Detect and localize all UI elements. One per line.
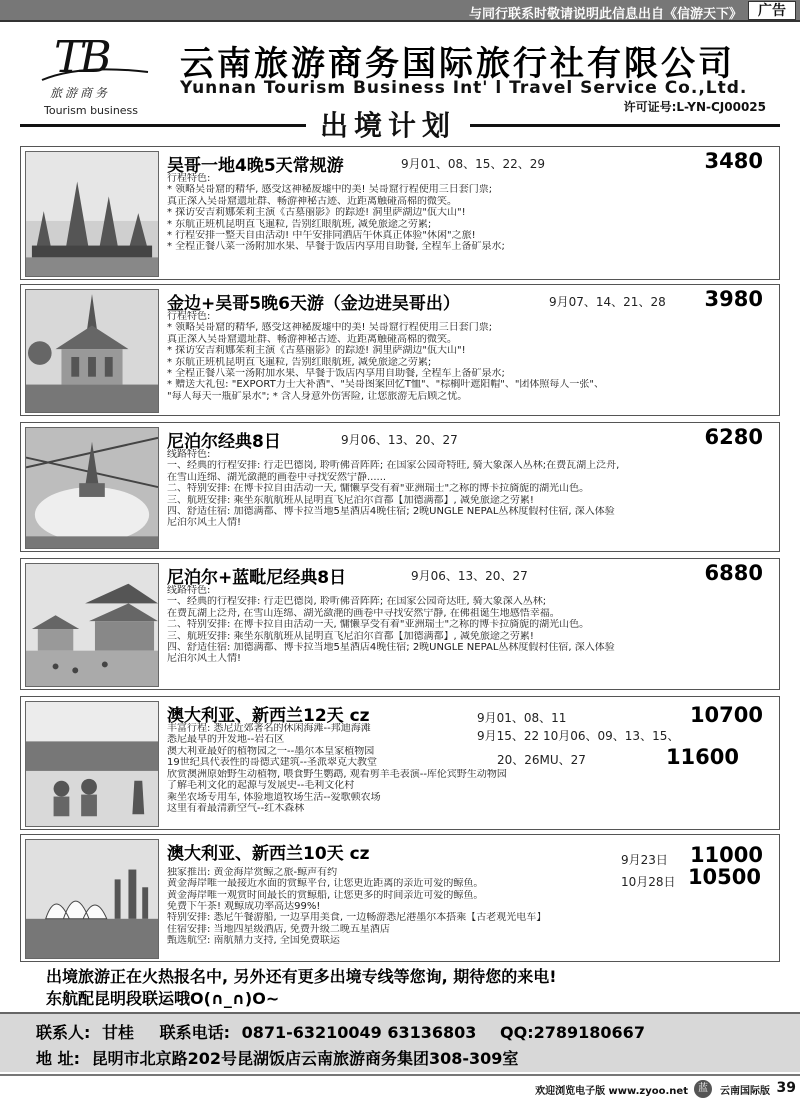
company-name-cn: 云南旅游商务国际旅行社有限公司 bbox=[180, 44, 735, 84]
detail-line: * 东航正班机昆明直飞暹粒, 告别红眼航班, 减免旅途之劳累; bbox=[167, 356, 432, 368]
detail-line: 独家推出: 黄金海岸赏鲸之旅-鲸声有约 bbox=[167, 867, 338, 878]
tour-dates: 9月06、13、20、27 bbox=[341, 433, 458, 447]
page-number: 39 bbox=[776, 1080, 796, 1096]
tour-price: 6280 bbox=[704, 425, 763, 449]
tour-name: 尼泊尔+蓝毗尼经典8日 bbox=[167, 568, 347, 588]
detail-line: 真正深入吴哥窟遗址群、畅游神秘古迹、近距离触碰高棉的微笑。 bbox=[167, 195, 457, 207]
detail-line: 丰富行程: 悉尼近郊著名的休闲海滩--邦迪海滩 bbox=[167, 723, 371, 734]
detail-line: 住宿安排: 当地四星级酒店, 免费升级二晚五星酒店 bbox=[167, 923, 390, 935]
detail-line: 行程特色: bbox=[167, 311, 211, 322]
tour-card bbox=[20, 558, 780, 690]
stupa-photo bbox=[25, 427, 159, 549]
detail-line: 甄选航空: 南航鼎力支持, 全国免费联运 bbox=[167, 935, 340, 947]
tour-name: 尼泊尔经典8日 bbox=[167, 432, 281, 452]
tour-price: 11600 bbox=[665, 745, 739, 769]
company-logo bbox=[36, 32, 156, 122]
tour-dates: 9月07、14、21、28 bbox=[549, 295, 666, 309]
tour-dates: 9月15、22 10月06、09、13、15、 bbox=[477, 729, 680, 743]
contact-row bbox=[36, 1020, 645, 1043]
tour-card bbox=[20, 834, 780, 962]
detail-line: 乘坐农场专用车, 体验地道牧场生活--爱歌顿农场 bbox=[167, 791, 381, 803]
tour-dates: 20、26MU、27 bbox=[497, 753, 586, 767]
tour-name: 澳大利亚、新西兰10天 cz bbox=[167, 844, 370, 864]
logo-en: Tourism business bbox=[44, 104, 139, 117]
address-row bbox=[36, 1046, 518, 1069]
tour-card bbox=[20, 696, 780, 830]
tour-name: 吴哥一地4晚5天常规游 bbox=[167, 156, 344, 176]
license-number: 许可证号:L-YN-CJ00025 bbox=[623, 100, 766, 114]
detail-line: 黄金海岸唯一最接近水面的赏鲸平台, 让您更近距离的亲近可爱的鲸鱼。 bbox=[167, 878, 484, 890]
logo-swoosh-icon bbox=[40, 62, 150, 86]
top-bar bbox=[0, 0, 800, 22]
detail-line: 尼泊尔风土人情! bbox=[167, 653, 242, 665]
address: 昆明市北京路202号昆湖饭店云南旅游商务集团308-309室 bbox=[91, 1049, 519, 1068]
angkor-photo bbox=[25, 151, 159, 277]
promo-line: 东航配昆明段联运哦O(∩_∩)O~ bbox=[46, 989, 280, 1008]
logo-letters: TB bbox=[54, 32, 108, 83]
address-label: 地 址: bbox=[36, 1049, 80, 1068]
detail-line: * 东航正班机昆明直飞暹粒, 告别红眼航班, 减免旅途之劳累; bbox=[167, 218, 432, 230]
footer bbox=[0, 1074, 800, 1100]
contact-person: 甘桂 bbox=[101, 1023, 134, 1042]
detail-line: 一、经典的行程安排: 行走巴德岗, 聆听佛音阵阵; 在国家公园奇达旺, 骑大象深入丛林; bbox=[167, 596, 547, 608]
detail-line: 四、舒适住宿: 加德满都、博卡拉当地5星酒店4晚住宿; 2晚UNGLE NEPAL丛林度假村住宿, 深入体验 bbox=[167, 642, 615, 654]
detail-line: 线路特色: bbox=[167, 585, 211, 596]
tour-details bbox=[167, 173, 769, 253]
tour-details bbox=[167, 311, 769, 402]
detail-line: * 探访安吉莉娜茱莉主演《古墓丽影》的踪迹! 洞里萨湖边"佤大山"! bbox=[167, 345, 466, 357]
section-title: 出境计划 bbox=[306, 104, 470, 144]
detail-line: 线路特色: bbox=[167, 449, 211, 460]
palace-photo bbox=[25, 289, 159, 413]
detail-line: * 领略吴哥窟的精华, 感受这神秘废墟中的美! 吴哥窟行程使用三日套门票; bbox=[167, 322, 493, 334]
tour-dates: 9月01、08、11 bbox=[477, 711, 567, 725]
edition-badge-icon: 蓝 bbox=[694, 1080, 712, 1098]
detail-line: 二、特别安排: 在博卡拉自由活动一天, 慵懒享受有着"亚洲瑞士"之称的博卡拉旖旎的湖光山色。 bbox=[167, 483, 590, 495]
tour-card bbox=[20, 146, 780, 280]
promo-text bbox=[46, 966, 557, 1010]
promo-line: 出境旅游正在火热报名中, 另外还有更多出境专线等您询, 期待您的来电! bbox=[46, 967, 557, 986]
detail-line: * 领略吴哥窟的精华, 感受这神秘废墟中的美! 吴哥窟行程使用三日套门票; bbox=[167, 184, 493, 196]
detail-line: * 探访安吉莉娜茱莉主演《古墓丽影》的踪迹! 洞里萨湖边"佤大山"! bbox=[167, 207, 466, 219]
tour-dates: 9月06、13、20、27 bbox=[411, 569, 528, 583]
beach-photo bbox=[25, 701, 159, 827]
tour-details bbox=[167, 449, 769, 529]
detail-line: 19世纪具代表性的哥德式建筑--圣派翠克大教堂 bbox=[167, 757, 377, 769]
phone-numbers[interactable]: 0871-63210049 63136803 bbox=[241, 1023, 477, 1042]
tour-details bbox=[167, 769, 769, 815]
tour-card bbox=[20, 422, 780, 552]
company-name-en: Yunnan Tourism Business Int' l Travel Service Co.,Ltd. bbox=[180, 78, 748, 98]
tour-name: 澳大利亚、新西兰12天 cz bbox=[167, 706, 370, 726]
detail-line: 一、经典的行程安排: 行走巴德岗, 聆听佛音阵阵; 在国家公园奇特旺, 骑大象深入丛林;在费瓦湖上泛舟, bbox=[167, 460, 620, 472]
contact-block bbox=[0, 1012, 800, 1072]
detail-line: * 行程安排一整天自由活动! 中午安排同酒店午休真正体验"休闲"之旅! bbox=[167, 230, 476, 242]
footer-slogan[interactable]: 欢迎浏览电子版 www.zyoo.net bbox=[535, 1086, 688, 1097]
detail-line: 在雪山连绵、湖光潋滟的画卷中寻找安然宁静...... bbox=[167, 471, 387, 483]
phone-label: 联系电话: bbox=[159, 1023, 230, 1042]
detail-line: 了解毛利文化的起源与发展史--毛利文化村 bbox=[167, 780, 355, 792]
tour-dates: 9月23日 bbox=[621, 853, 668, 867]
qq-number[interactable]: QQ:2789180667 bbox=[500, 1023, 645, 1042]
pagoda-photo bbox=[25, 563, 159, 687]
top-notice: 与同行联系时敬请说明此信息出自《信游天下》 bbox=[468, 7, 742, 22]
detail-line: 四、舒适住宿: 加德满都、博卡拉当地5星酒店4晚住宿; 2晚UNGLE NEPAL丛林度假村住宿, 深入体验 bbox=[167, 506, 615, 518]
detail-line: 免费下午茶! 观鲸成功率高达99%! bbox=[167, 901, 321, 912]
detail-line: * 全程正餐八菜一汤附加水果、早餐于饭店内享用自助餐, 全程车上备矿泉水; bbox=[167, 241, 505, 253]
tour-details bbox=[167, 723, 459, 769]
detail-line: 真正深入吴哥窟遗址群、畅游神秘古迹、近距离触碰高棉的微笑。 bbox=[167, 333, 457, 345]
tour-card bbox=[20, 284, 780, 416]
detail-line: * 赠送大礼包: "EXPORT力士大补酒"、"吴哥图案回忆T恤"、"棕榈叶遮阳帽"、"团体照每人一张"、 bbox=[167, 379, 605, 391]
edition-name: 云南国际版 bbox=[720, 1086, 770, 1097]
tour-details bbox=[167, 901, 769, 947]
ad-tag: 广告 bbox=[748, 1, 796, 20]
detail-line: 三、航班安排: 乘坐东航航班从昆明直飞尼泊尔首都【加德满都】, 减免旅途之劳累! bbox=[167, 630, 534, 642]
tour-price: 10500 bbox=[687, 865, 761, 889]
detail-line: 三、航班安排: 乘坐东航航班从昆明直飞尼泊尔首都【加德满都】, 减免旅途之劳累! bbox=[167, 494, 534, 506]
detail-line: 澳大利亚最好的植物园之一--墨尔本皇家植物园 bbox=[167, 745, 375, 757]
tour-details bbox=[167, 867, 579, 901]
tour-price: 3980 bbox=[704, 287, 763, 311]
tour-details bbox=[167, 585, 769, 665]
contact-person-label: 联系人: bbox=[36, 1023, 91, 1042]
tour-price: 3480 bbox=[704, 149, 763, 173]
detail-line: "每人每天一瓶矿泉水"; * 含人身意外伤害险, 让您旅游无后顾之忧。 bbox=[167, 390, 468, 402]
detail-line: 特别安排: 悉尼午餐游船, 一边享用美食, 一边畅游悉尼港墨尔本搭乘【古老观光电车】 bbox=[167, 912, 547, 924]
tour-price: 10700 bbox=[689, 703, 763, 727]
detail-line: * 全程正餐八菜一汤附加水果、早餐于饭店内享用自助餐, 全程车上备矿泉水; bbox=[167, 368, 505, 380]
detail-line: 黄金海岸唯一观赏时间最长的赏鲸船, 让您更多的时间亲近可爱的鲸鱼。 bbox=[167, 889, 484, 901]
detail-line: 二、特别安排: 在博卡拉自由活动一天, 慵懒享受有着"亚洲瑞士"之称的博卡拉旖旎的湖光山色。 bbox=[167, 619, 590, 631]
tour-dates: 9月01、08、15、22、29 bbox=[401, 157, 545, 171]
tour-price: 6880 bbox=[704, 561, 763, 585]
tour-name: 金边+吴哥5晚6天游（金边进吴哥出） bbox=[167, 294, 460, 314]
opera-house-photo bbox=[25, 839, 159, 959]
detail-line: 行程特色: bbox=[167, 173, 211, 184]
tour-price: 11000 bbox=[689, 843, 763, 867]
detail-line: 尼泊尔风土人情! bbox=[167, 517, 242, 529]
logo-cn: 旅游商务 bbox=[50, 86, 111, 100]
detail-line: 欣赏澳洲原始野生动植物, 喂食野生鹦鹉, 观看剪羊毛表演--库伦宾野生动物园 bbox=[167, 769, 507, 780]
detail-line: 悉尼最早的开发地--岩石区 bbox=[167, 734, 285, 746]
tour-dates: 10月28日 bbox=[621, 875, 676, 889]
detail-line: 这里有着最清新空气--红木森林 bbox=[167, 803, 305, 815]
detail-line: 在费瓦湖上泛舟, 在雪山连绵、湖光潋滟的画卷中寻找安然宁静, 在佛祖诞生地感悟幸福。 bbox=[167, 607, 560, 619]
